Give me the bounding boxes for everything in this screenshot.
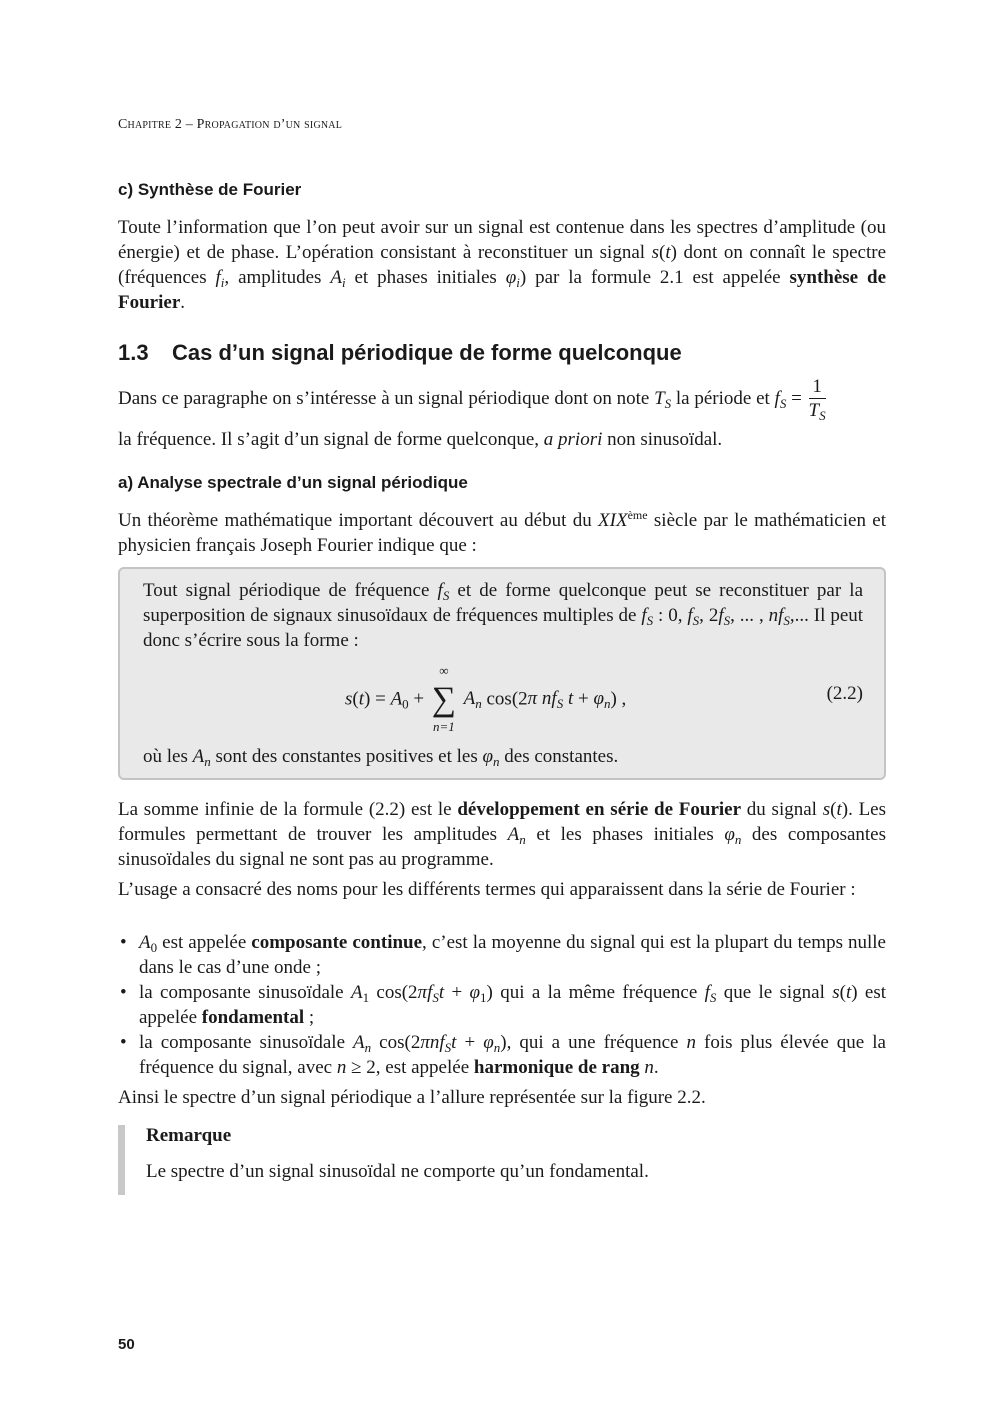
paragraph-usage: L’usage a consacré des noms pour les différents termes qui apparaissent dans la série de Fourier :	[118, 879, 856, 900]
remark-bar	[118, 1125, 125, 1195]
term-developpement-serie: développement en série de Fourier	[457, 799, 742, 820]
heading-analyse-spectrale: a) Analyse spectrale d’un signal périodique	[118, 473, 468, 492]
list-item: • $A_0$ est appelée composante continue, c’est la moyenne du signal qui est la plupart du temps nulle dans le cas d’une onde ;	[120, 932, 886, 978]
paragraph-fourier-series: La somme infinie de la formule (2.2) est le développement en série de Fourier du signal s(t). Les formules permettant de trouver les amplitudes $A_n$ et les phases initiales $\varphi_n$ des composantes sinusoïdales du signal ne sont pas au programme.	[118, 799, 887, 870]
fraction-1-over-ts: $\frac{1}{T_S}$	[808, 376, 826, 423]
theorem-constants: où les $A_n$ sont des constantes positives et les $\varphi_n$ des constantes.	[143, 746, 619, 769]
running-head	[118, 117, 342, 133]
term-synthese-fourier: synthèse de Fourier	[118, 267, 886, 313]
fourier-series-formula: $s(t) = A_0$ + ∞ ∑ n=1 $A_n$ cos(2π $nf_S$ $t + \varphi_n$) ,	[345, 663, 627, 734]
paragraph-periodic-intro: Dans ce paragraphe on s’intéresse à un signal périodique dont on note $T_S$ la période et $f_S$ = $\frac{1}{T_S}$ la fréquence. Il s’agit d’un signal de forme quelconque, a priori non sinusoïdal.	[118, 376, 826, 450]
list-item: • la composante sinusoïdale $A_n$ $\cos(2\pi nf_St + \varphi_n)$, qui a une fréquence n fois plus élevée que la fréquence du signal, avec n ≥ 2, est appelée harmonique de rang n.	[120, 1032, 886, 1078]
theorem-statement: Tout signal périodique de fréquence $f_S$ et de forme quelconque peut se reconstituer par la superposition de signaux sinusoïdaux de fréquences multiples de $f_S$ : 0, $f_S$, $2f_S$, ... , $nf_S$,... Il peut donc s’écrire sous la forme :	[143, 580, 864, 651]
section-number: 1.3	[118, 340, 149, 365]
heading-synthese-fourier: c) Synthèse de Fourier	[118, 180, 302, 199]
remark-block	[118, 1125, 886, 1195]
paragraph-spectrum: Ainsi le spectre d’un signal périodique a l’allure représentée sur la figure 2.2.	[118, 1087, 706, 1108]
section-heading-1-3	[118, 340, 682, 366]
paragraph-synthese: Toute l’information que l’on peut avoir sur un signal est contenue dans les spectres d’amplitude (ou énergie) et de phase. L’opération consistant à reconstituer un signal s(t) dont on connaît le spectre (fréquences $f_i$, amplitudes $A_i$ et phases initiales $\varphi_i$) par la formule 2.1 est appelée synthèse de Fourier.	[118, 217, 887, 313]
equation-number: (2.2)	[826, 683, 863, 704]
theorem-box	[118, 567, 886, 780]
summation-symbol: ∞ ∑ n=1	[431, 663, 457, 734]
equation-2-2	[120, 663, 884, 739]
remark-title: Remarque	[146, 1125, 232, 1146]
running-head-separator: –	[182, 117, 197, 132]
chapter-title: Propagation d’un signal	[196, 117, 343, 132]
paragraph-theorem-intro: Un théorème mathématique important découvert au début du XIXème siècle par le mathématicien et physicien français Joseph Fourier indique que :	[118, 508, 886, 556]
page-number: 50	[118, 1336, 135, 1353]
chapter-label: Chapitre 2	[118, 117, 183, 132]
terms-list	[118, 930, 886, 1080]
list-item: • la composante sinusoïdale $A_1$ $\cos(2\pi f_St + \varphi_1)$ qui a la même fréquence $f_S$ que le signal s(t) est appelée fondamental ;	[120, 982, 887, 1028]
section-title: Cas d’un signal périodique de forme quelconque	[172, 340, 682, 365]
remark-body: Le spectre d’un signal sinusoïdal ne comporte qu’un fondamental.	[146, 1161, 649, 1182]
